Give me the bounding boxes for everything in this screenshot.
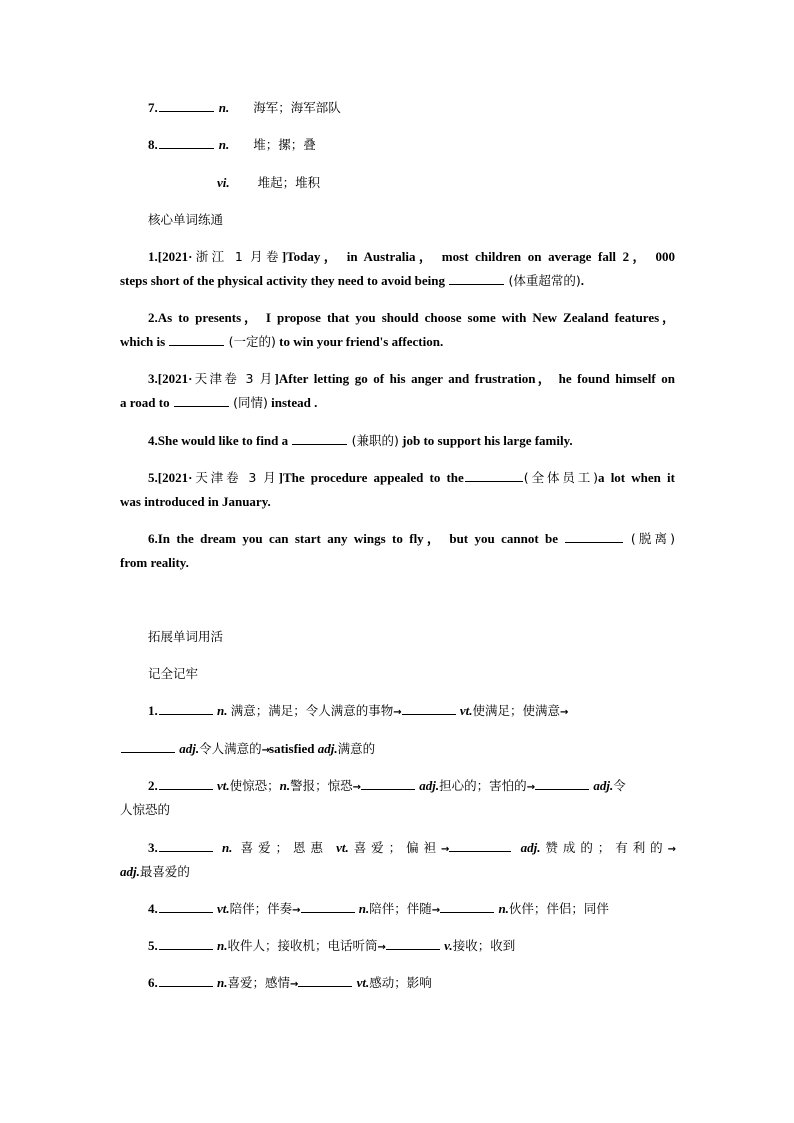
vocab-item-8-vi: [217, 171, 772, 195]
arrow-icon: →: [292, 905, 300, 916]
answer-blank[interactable]: [159, 935, 213, 950]
exercise-text: 4.She would like to find a: [148, 433, 289, 448]
exercise-3-line-2: [120, 391, 675, 415]
arrow-icon: →: [667, 844, 675, 855]
answer-blank[interactable]: [565, 528, 623, 543]
family-item-1-line-1: [148, 699, 703, 725]
arrow-icon: →: [560, 707, 568, 718]
meaning: 满意；满足；令人满意的事物: [230, 703, 394, 718]
arrow-icon: →: [290, 979, 298, 990]
exercise-2-line-2: [120, 330, 675, 354]
part-of-speech: n.: [498, 901, 509, 916]
part-of-speech: n.: [218, 137, 230, 152]
answer-blank[interactable]: [292, 430, 347, 445]
chinese-hint: (一定的): [228, 334, 276, 349]
item-number: 4.: [148, 901, 158, 916]
exercise-text: 5.[2021·: [148, 470, 193, 485]
family-item-2-line-1: [148, 774, 675, 800]
item-number: 8.: [148, 137, 158, 152]
answer-blank[interactable]: [440, 898, 494, 913]
part-of-speech: n.: [279, 778, 291, 793]
answer-blank[interactable]: [159, 898, 213, 913]
part-of-speech: vt.: [217, 901, 230, 916]
part-of-speech: v.: [444, 938, 453, 953]
answer-blank[interactable]: [159, 972, 213, 987]
arrow-icon: →: [431, 905, 440, 916]
part-of-speech: n.: [217, 703, 228, 718]
exercise-text: was introduced in January.: [120, 494, 271, 509]
answer-blank[interactable]: [465, 467, 523, 482]
meaning: 担心的；害怕的: [439, 778, 527, 793]
meaning: 伙伴；伴侣；同伴: [508, 901, 609, 916]
section-heading-memorize: 记全记牢: [148, 666, 199, 681]
exercise-text: 1.[2021·: [148, 249, 193, 264]
part-of-speech: vt.: [217, 778, 230, 793]
meaning: 喜爱；偏袒: [348, 840, 441, 855]
item-number: 6.: [148, 975, 158, 990]
part-of-speech: adj.: [419, 778, 440, 793]
answer-blank[interactable]: [121, 738, 175, 753]
exercise-text: 2.As to presents， I propose that you should choose some with New Zealand features，: [148, 310, 675, 325]
arrow-icon: →: [352, 782, 361, 793]
exercise-text: 浙江 1 月卷: [192, 249, 282, 264]
part-of-speech: n.: [217, 938, 228, 953]
arrow-icon: →: [377, 942, 385, 953]
part-of-speech: adj.: [317, 741, 338, 756]
exercise-5-line-1: [148, 466, 675, 490]
exercise-text: ]Today， in Australia， most children on average fall 2， 000: [281, 249, 675, 264]
exercise-text: ]After letting go of his anger and frustration， he found himself on: [274, 371, 675, 386]
family-item-1-line-2: [120, 737, 675, 763]
exercise-5-line-2: [120, 490, 675, 514]
part-of-speech: vt.: [336, 840, 349, 855]
vocab-item-7: [148, 96, 703, 120]
exercise-text: 天津卷 3 月: [192, 371, 275, 386]
answer-blank[interactable]: [535, 775, 589, 790]
part-of-speech: n.: [217, 975, 228, 990]
family-item-3-line-1: [148, 836, 675, 862]
exercise-text: to win your friend's affection.: [279, 334, 444, 349]
exercise-6-line-1: [148, 527, 675, 551]
chinese-hint: (体重超常的): [508, 273, 581, 288]
meaning: 最喜爱的: [139, 864, 190, 879]
arrow-icon: →: [526, 782, 535, 793]
item-number: 1.: [148, 703, 158, 718]
exercise-3-line-1: [148, 367, 675, 391]
answer-blank[interactable]: [301, 898, 355, 913]
family-item-5: [148, 934, 703, 960]
exercise-text: 3.[2021·: [148, 371, 193, 386]
exercise-text: ]The procedure appealed to the: [278, 470, 464, 485]
meaning: 喜爱；感情: [227, 975, 290, 990]
part-of-speech: n.: [358, 901, 370, 916]
meaning: 令人满意的: [199, 741, 262, 756]
part-of-speech: vt.: [356, 975, 370, 990]
answer-blank[interactable]: [449, 837, 511, 852]
exercise-1-line-2: [120, 269, 675, 293]
family-item-2-line-2: [120, 798, 675, 822]
meaning: 令: [613, 778, 626, 793]
meaning: 喜爱；恩惠: [240, 840, 328, 855]
answer-blank[interactable]: [159, 775, 213, 790]
meaning: 海军；海军部队: [253, 100, 341, 115]
family-item-6: [148, 971, 703, 997]
answer-blank[interactable]: [159, 134, 214, 149]
chinese-hint: (同情): [233, 395, 268, 410]
answer-blank[interactable]: [159, 700, 213, 715]
meaning: 陪伴；伴奏: [229, 901, 293, 916]
answer-blank[interactable]: [402, 700, 456, 715]
meaning: 警报；惊恐: [290, 778, 353, 793]
part-of-speech: n.: [218, 100, 230, 115]
section-heading-extension: 拓展单词用活: [148, 629, 224, 644]
chinese-hint: (兼职的): [351, 433, 399, 448]
meaning: 满意的: [337, 741, 376, 756]
item-number: 7.: [148, 100, 158, 115]
answer-blank[interactable]: [169, 331, 224, 346]
vocab-item-8: [148, 133, 703, 157]
part-of-speech: adj.: [120, 864, 140, 879]
part-of-speech: vi.: [217, 175, 230, 190]
meaning: 堆；摞；叠: [253, 137, 316, 152]
exercise-6-line-2: [120, 551, 675, 575]
exercise-1-line-1: [148, 245, 675, 269]
answer-blank[interactable]: [159, 837, 213, 852]
arrow-icon: →: [261, 745, 270, 756]
family-item-3-line-2: [120, 860, 675, 884]
exercise-text: steps short of the physical activity they need to avoid being: [120, 273, 445, 288]
word: satisfied: [269, 741, 315, 756]
answer-blank[interactable]: [159, 97, 214, 112]
exercise-text: .: [580, 273, 585, 288]
answer-blank[interactable]: [449, 270, 504, 285]
exercise-4: [148, 429, 703, 453]
arrow-icon: →: [393, 707, 401, 718]
part-of-speech: vt.: [459, 703, 473, 718]
meaning: 使惊恐；: [229, 778, 280, 793]
exercise-text: 6.In the dream you can start any wings to fly， but you cannot be: [148, 531, 559, 546]
meaning: 陪伴；伴随: [369, 901, 432, 916]
exercise-text: 天津卷 3 月: [192, 470, 279, 485]
meaning: 堆起；堆积: [257, 175, 321, 190]
item-number: 3.: [148, 840, 158, 855]
family-item-4: [148, 897, 703, 923]
answer-blank[interactable]: [386, 935, 440, 950]
meaning: 赞成的；有利的: [540, 840, 668, 855]
section-heading-core-practice: 核心单词练通: [148, 212, 224, 227]
part-of-speech: adj.: [520, 840, 541, 855]
exercise-text: job to support his large family.: [402, 433, 573, 448]
exercise-2-line-1: [148, 306, 675, 330]
part-of-speech: adj.: [593, 778, 614, 793]
meaning: 使满足；使满意: [472, 703, 561, 718]
meaning: 接收；收到: [452, 938, 516, 953]
exercise-text: instead .: [271, 395, 318, 410]
exercise-text: a lot when it: [598, 470, 675, 485]
item-number: 5.: [148, 938, 158, 953]
meaning: 收件人；接收机；电话听筒: [227, 938, 378, 953]
part-of-speech: adj.: [179, 741, 200, 756]
item-number: 2.: [148, 778, 158, 793]
exercise-text: from reality.: [120, 555, 189, 570]
answer-blank[interactable]: [361, 775, 415, 790]
answer-blank[interactable]: [298, 972, 352, 987]
meaning: 感动；影响: [369, 975, 432, 990]
chinese-hint: (脱离): [630, 531, 675, 546]
part-of-speech: n.: [221, 840, 233, 855]
arrow-icon: →: [441, 844, 449, 855]
exercise-text: a road to: [120, 395, 170, 410]
meaning: 人惊恐的: [120, 802, 171, 817]
chinese-hint: (全体员工): [523, 470, 599, 485]
answer-blank[interactable]: [174, 392, 229, 407]
exercise-text: which is: [120, 334, 166, 349]
